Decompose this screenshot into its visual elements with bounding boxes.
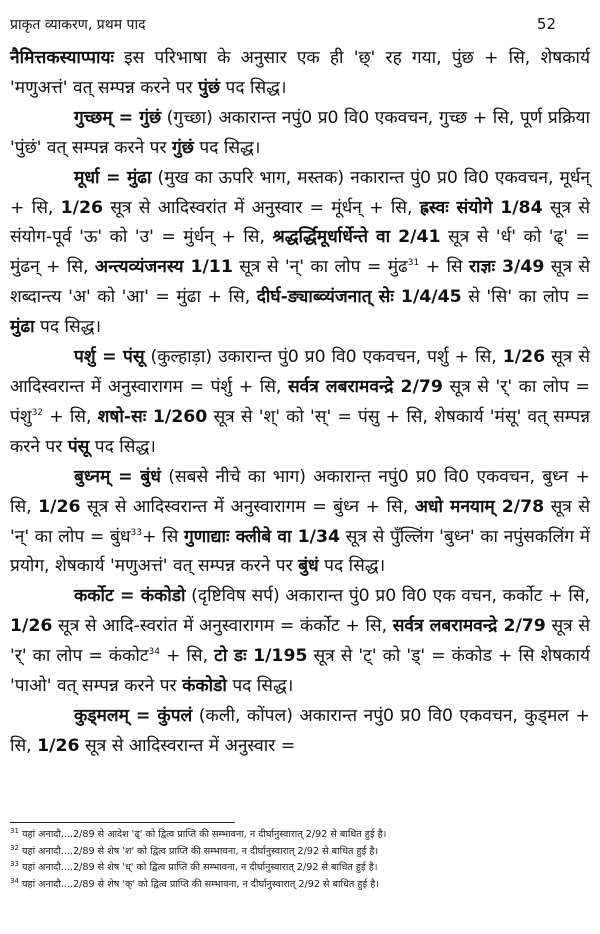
text-run: सूत्र से 'न्' का लोप = मुंढ: [232, 257, 408, 278]
footnote-rule: [10, 822, 235, 823]
text-run: सूत्र से आदिस्वरान्त में अनुस्वारागम = बुंध्न + सि,: [80, 496, 415, 517]
text-run: सूत्र से संयोग-पूर्व 'ऊ' को 'उ' = मुंर्धन् + सि,: [10, 197, 591, 248]
text-run: + सि: [141, 526, 184, 547]
bold-term: टो डः 1/195: [214, 646, 308, 667]
footnote-number: 32: [10, 843, 19, 852]
bold-term: श्रद्धर्द्धिमूर्धार्धेन्ते वा 2/41: [272, 227, 441, 248]
footnote: [10, 844, 590, 861]
text-run: सूत्र से 'न्' का लोप = बुंध: [10, 496, 590, 547]
bold-term: पुंछं: [198, 77, 221, 98]
bold-term: अधो मनयाम् 2/78: [414, 496, 545, 517]
bold-term: बुध्नम् = बुंधं: [74, 466, 161, 487]
footnote-text: यहां अनादौ....2/89 से शेष 'ध्' को द्वित्व प्राप्ति की सम्भावना, न दीर्घानुस्वारात् 2/92 से बाधित हुई है।: [18, 862, 378, 873]
footnote-marker: 34: [148, 647, 160, 658]
bold-term: 1/26: [502, 347, 546, 368]
text-run: (कली, कोंपल) अकारान्त नपुं0 प्र0 वि0 एकवचन, कुड्मल + सि,: [10, 705, 590, 756]
text-run: पद सिद्ध।: [220, 77, 287, 98]
text-run: + सि,: [43, 406, 98, 427]
footnote-text: यहां अनादौ....2/89 से शेष 'क्' को द्वित्व प्राप्ति की सम्भावना, न दीर्घानुस्वारात् 2/92 से बाधित हुई है।: [18, 878, 379, 890]
text-run: (गुच्छा) अकारान्त नपुं0 प्र0 वि0 एकवचन, गुच्छ + सि, पूर्ण प्रक्रिया 'पुंछं' वत् सम्पन्न करने पर: [10, 107, 590, 158]
footnote-marker: 33: [130, 527, 142, 538]
bold-term: कर्कोट = कंकोडो: [74, 586, 186, 607]
text-run: इस परिभाषा के अनुसार एक ही 'छ्' रह गया, पुंछ + सि, शेषकार्य 'मणुअत्तं' वत् सम्पन्न करने पर: [10, 48, 590, 98]
paragraph: [10, 463, 590, 583]
running-title: प्राकृत व्याकरण, प्रथम पाद: [10, 16, 146, 33]
bold-term: सर्वत्र लबरामवन्द्रे 2/79: [287, 376, 443, 397]
bold-term: मुंढा: [10, 317, 35, 338]
text-run: पद सिद्ध।: [89, 436, 156, 457]
footnote: [10, 860, 590, 877]
body-text: [10, 44, 590, 762]
bold-term: 1/26: [38, 496, 81, 517]
bold-term: गुच्छम् = गुंछं: [74, 107, 162, 128]
text-run: (मुख का ऊपरि भाग, मस्तक) नकारान्त पुं0 प्र0 वि0 एकवचन, मूर्धन् + सि,: [10, 167, 590, 218]
text-run: सूत्र से 'र्' का लोप = कंकोट: [10, 616, 591, 667]
bold-term: पर्शु = पंसू: [74, 347, 145, 368]
text-run: सूत्र से आदि-स्वरांत में अनुस्वारागम = कंर्कोट + सि,: [52, 616, 393, 637]
bold-term: बुंधं: [298, 556, 319, 577]
footnote-number: 31: [10, 826, 19, 835]
bold-term: अन्त्यव्यंजनस्य 1/11: [94, 257, 233, 278]
paragraph: [10, 164, 590, 343]
footnote-text: यहां अनादौ....2/89 से आदेश 'ढ्' को द्वित्व प्राप्ति की सम्भावना, न दीर्घानुस्वारात् 2/92 से बाधित हुई है।: [18, 829, 387, 840]
paragraph: [10, 104, 590, 164]
text-run: से 'सि' का लोप =: [461, 287, 590, 308]
text-run: (कुल्हाड़ा) उकारान्त पुं0 प्र0 वि0 एकवचन, पर्शु + सि,: [144, 347, 503, 368]
text-run: सूत्र से 'श्' को 'स्' = पंसु + सि, शेषकार्य 'मंसू' वत् सम्पन्न करने पर: [10, 406, 590, 457]
bold-term: सर्वत्र लबरामवन्द्रे 2/79: [392, 616, 546, 637]
bold-term: 1/26: [37, 735, 80, 756]
text-run: सूत्र से 'र्' का लोप = पंशु: [10, 376, 590, 427]
text-run: पद सिद्ध।: [318, 556, 386, 577]
text-run: + सि,: [159, 646, 215, 667]
bold-term: कुड्मलम् = कुंपलं: [74, 705, 193, 726]
text-run: सूत्र से आदिस्वरान्त में अनुस्वार =: [79, 735, 296, 756]
footnote-text: यहां अनादौ....2/89 से शेष 'श' को द्वित्व प्राप्ति की सम्भावना, न दीर्घानुस्वारात् 2/92 से बाधित हुई है।: [18, 845, 379, 857]
text-run: पद सिद्ध।: [226, 676, 294, 697]
footnote-number: 34: [10, 876, 19, 885]
bold-term: नैमित्तकस्याप्पायः: [10, 48, 114, 68]
text-run: (दृष्टिविष सर्प) अकारान्त पुं0 प्र0 वि0 एक वचन, कर्कोट + सि,: [185, 586, 590, 607]
bold-term: कंकोडो: [182, 676, 227, 697]
bold-term: गुणाद्याः क्लीबे वा 1/34: [183, 526, 341, 547]
bold-term: 1/26: [10, 616, 53, 637]
bold-term: पंसू: [67, 436, 90, 457]
text-run: सूत्र से आदिस्वरान्त में अनुस्वारागम = पंर्शु + सि,: [10, 347, 590, 397]
footnote-number: 33: [10, 859, 19, 868]
text-run: सूत्र से 'र्ध' को 'ढ्' = मुंढन् + सि,: [10, 227, 590, 278]
text-run: सूत्र से 'ट्' को 'ड्' = कंकोड + सि शेषकार्य 'पाओ' वत् सम्पन्न करने पर: [10, 646, 590, 697]
bold-term: शषो-सः 1/260: [97, 406, 208, 427]
bold-term: गुंछं: [172, 137, 194, 158]
paragraph: [10, 44, 590, 104]
bold-term: ह्रस्वः संयोगे 1/84: [419, 197, 543, 218]
bold-term: दीर्घ-ङ्याब्व्यंजनात् सेः 1/4/45: [256, 287, 462, 308]
paragraph: [10, 582, 590, 702]
page-number: 52: [536, 15, 556, 33]
text-run: सूत्र से शब्दान्त्य 'अ' को 'आ' = मुंढा + सि,: [10, 257, 591, 308]
text-run: पद सिद्ध।: [34, 317, 102, 338]
text-run: पद सिद्ध।: [193, 137, 261, 158]
bold-term: 1/26: [60, 197, 104, 218]
page-header: [10, 10, 556, 38]
text-run: + सि: [419, 257, 469, 278]
text-run: (सबसे नीचे का भाग) अकारान्त नपुं0 प्र0 वि0 एकवचन, बुध्न + सि,: [10, 466, 590, 517]
footnote-marker: 31: [407, 258, 420, 269]
footnote-marker: 32: [31, 408, 44, 419]
text-run: सूत्र से पुँल्लिंग 'बुध्न' का नपुंसकलिंग में प्रयोग, शेषकार्य 'मणुअत्तं' वत् सम्पन्न करने पर: [10, 526, 590, 577]
footnotes: [10, 827, 590, 893]
bold-term: राज्ञः 3/49: [468, 257, 545, 278]
footnote: [10, 877, 590, 894]
text-run: सूत्र से आदिस्वरांत में अनुस्वार = मूंर्धन् + सि,: [103, 197, 420, 218]
bold-term: मूर्धा = मुंढा: [74, 167, 152, 188]
paragraph: [10, 343, 590, 463]
footnote: [10, 827, 590, 844]
paragraph: [10, 702, 590, 762]
